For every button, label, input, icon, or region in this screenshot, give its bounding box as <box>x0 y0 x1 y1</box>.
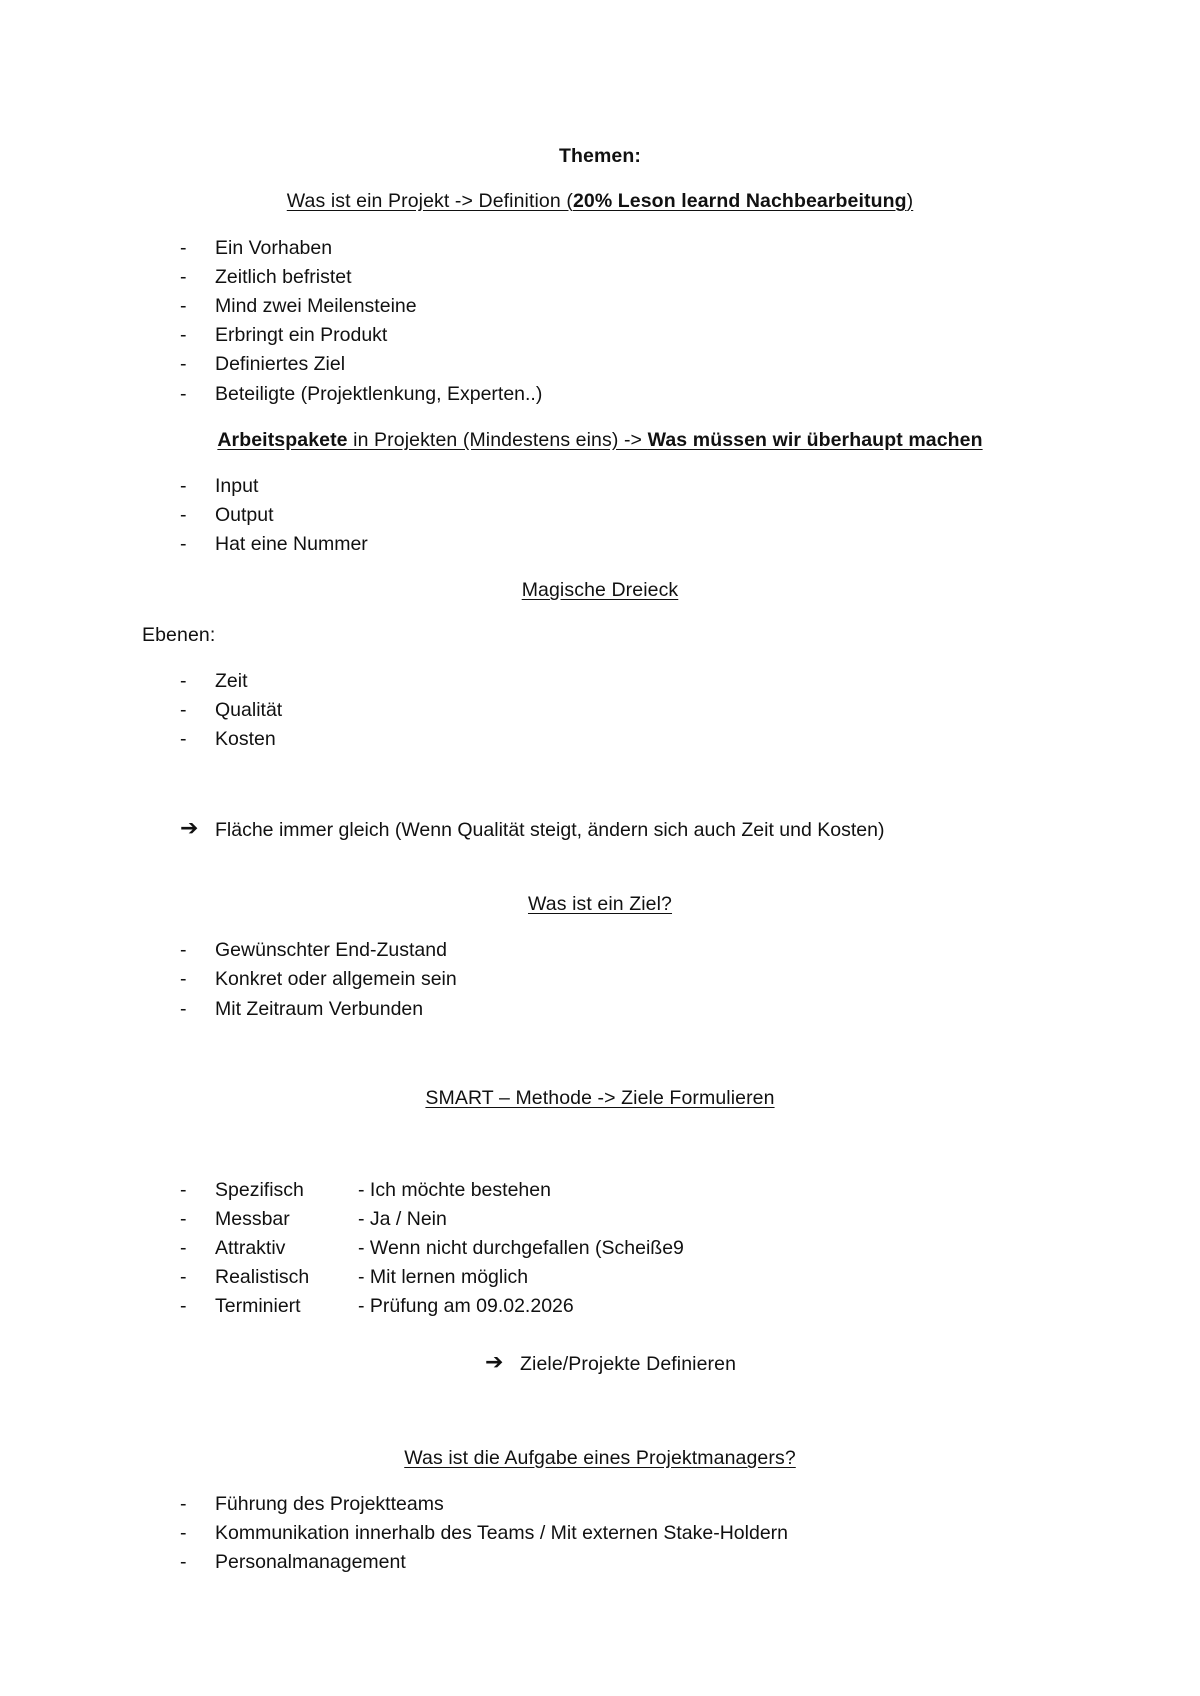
bullet: - <box>180 1237 187 1259</box>
bullet: - <box>180 266 187 288</box>
bullet: - <box>180 1266 187 1288</box>
list-item: Personalmanagement <box>215 1551 406 1573</box>
list-item: Ein Vorhaben <box>215 237 333 259</box>
list-item: Mind zwei Meilensteine <box>215 295 417 317</box>
heading-text: Was ist ein Projekt -> Definition ( <box>286 190 573 212</box>
smart-desc: - Wenn nicht durchgefallen (Scheiße9 <box>358 1237 684 1259</box>
bullet: - <box>180 475 187 497</box>
smart-note: Ziele/Projekte Definieren <box>520 1353 737 1375</box>
bullet: - <box>180 1295 187 1317</box>
section-heading-arbeitspakete <box>0 428 1200 452</box>
bullet: - <box>180 699 187 721</box>
page-title: Themen: <box>559 145 641 167</box>
smart-desc: - Ja / Nein <box>358 1208 447 1230</box>
smart-desc: - Mit lernen möglich <box>358 1266 529 1288</box>
bullet: - <box>180 1179 187 1201</box>
list-item: Mit Zeitraum Verbunden <box>215 998 424 1020</box>
list-item: Kosten <box>215 728 276 750</box>
list-item: Hat eine Nummer <box>215 533 368 555</box>
bullet: - <box>180 968 187 990</box>
smart-term: Messbar <box>215 1208 290 1230</box>
section-heading-projektmanager: Was ist die Aufgabe eines Projektmanagers? <box>404 1447 796 1469</box>
list-item: Output <box>215 504 274 526</box>
heading-bold-text: Arbeitspakete <box>217 429 348 451</box>
heading-text: in Projekten (Mindestens eins) -> <box>347 429 648 451</box>
list-item: Konkret oder allgemein sein <box>215 968 457 990</box>
bullet: - <box>180 533 187 555</box>
section-heading-projekt <box>0 189 1200 213</box>
smart-term: Attraktiv <box>215 1237 286 1259</box>
list-item: Definiertes Ziel <box>215 353 346 375</box>
bullet: - <box>180 324 187 346</box>
bullet: - <box>180 998 187 1020</box>
bullet: - <box>180 295 187 317</box>
section-heading-smart: SMART – Methode -> Ziele Formulieren <box>425 1087 775 1109</box>
list-item: Gewünschter End-Zustand <box>215 939 447 961</box>
arrow-icon: ➔ <box>180 816 199 841</box>
list-item: Input <box>215 475 259 497</box>
dreieck-note: Fläche immer gleich (Wenn Qualität steigt, ändern sich auch Zeit und Kosten) <box>215 819 885 841</box>
list-item: Zeit <box>215 670 248 692</box>
bullet: - <box>180 237 187 259</box>
list-item: Zeitlich befristet <box>215 266 352 288</box>
section-heading-dreieck: Magische Dreieck <box>521 579 679 601</box>
bullet: - <box>180 1551 187 1573</box>
bullet: - <box>180 728 187 750</box>
smart-term: Spezifisch <box>215 1179 304 1201</box>
bullet: - <box>180 504 187 526</box>
smart-desc: - Prüfung am 09.02.2026 <box>358 1295 574 1317</box>
bullet: - <box>180 353 187 375</box>
list-item: Beteiligte (Projektlenkung, Experten..) <box>215 383 543 405</box>
bullet: - <box>180 383 187 405</box>
heading-bold-text: 20% Leson learnd Nachbearbeitung <box>572 190 907 212</box>
bullet: - <box>180 1208 187 1230</box>
list-item: Kommunikation innerhalb des Teams / Mit externen Stake-Holdern <box>215 1522 789 1544</box>
list-item: Führung des Projektteams <box>215 1493 444 1515</box>
heading-bold-text-2: Was müssen wir überhaupt machen <box>647 429 983 451</box>
list-item: Erbringt ein Produkt <box>215 324 388 346</box>
bullet: - <box>180 1522 187 1544</box>
section-heading-ziel: Was ist ein Ziel? <box>527 893 673 915</box>
bullet: - <box>180 670 187 692</box>
heading-text-end: ) <box>906 190 914 212</box>
smart-desc: - Ich möchte bestehen <box>358 1179 551 1201</box>
bullet: - <box>180 939 187 961</box>
ebenen-label: Ebenen: <box>142 624 216 646</box>
smart-term: Terminiert <box>215 1295 301 1317</box>
arrow-icon: ➔ <box>485 1350 504 1375</box>
smart-term: Realistisch <box>215 1266 310 1288</box>
list-item: Qualität <box>215 699 283 721</box>
bullet: - <box>180 1493 187 1515</box>
